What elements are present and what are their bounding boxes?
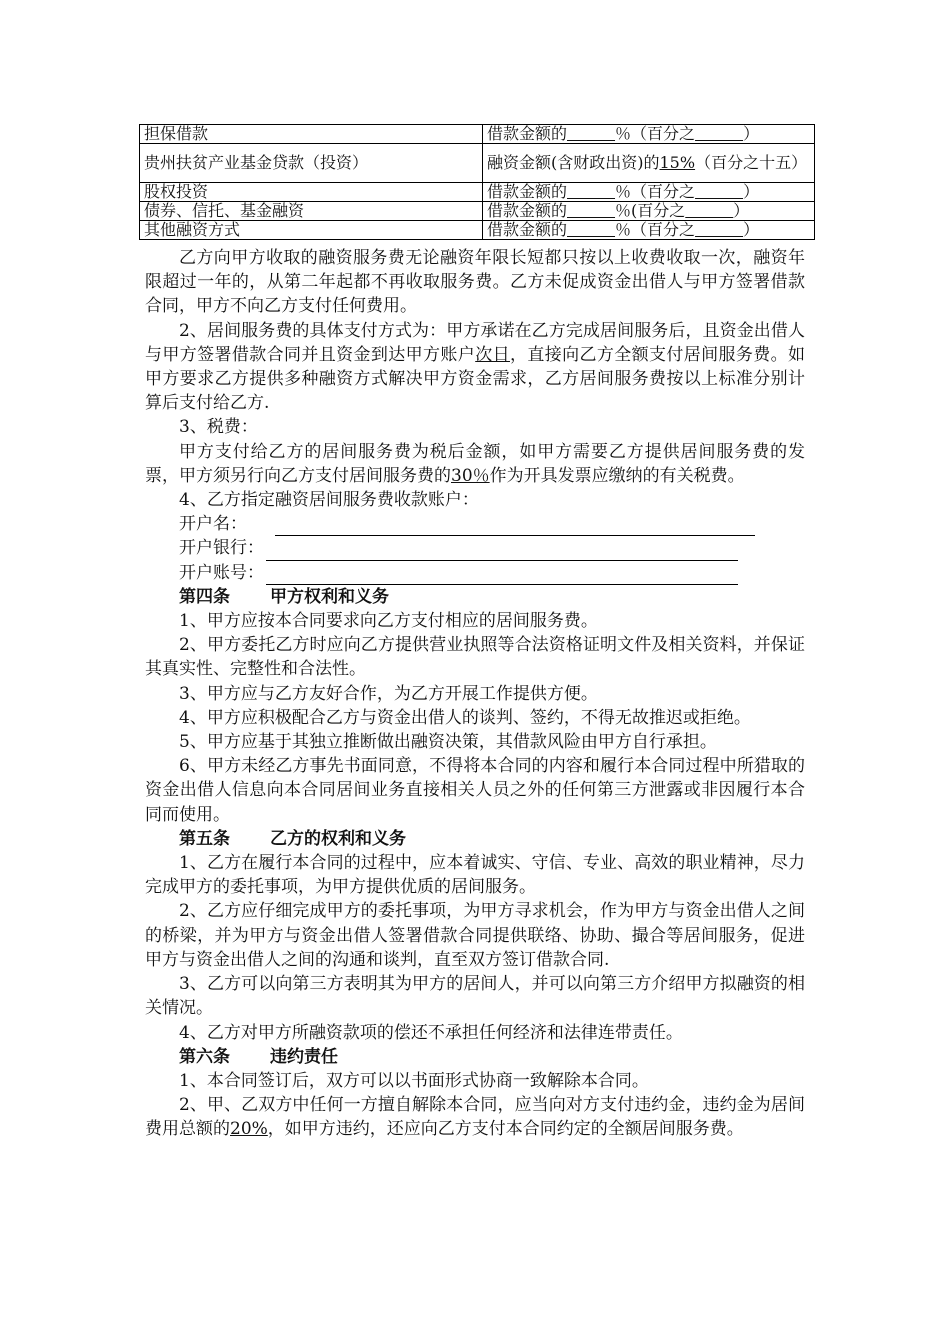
rate-mid: ％(百分之 xyxy=(615,201,686,220)
rate-mid: ％（百分之 xyxy=(615,182,696,201)
rate-mid: ％（百分之 xyxy=(615,220,696,239)
fee-rate-cell xyxy=(483,144,815,183)
rate-end: ） xyxy=(733,201,750,220)
article-title: 乙方的权利和义务 xyxy=(270,828,406,849)
rate-blank xyxy=(567,201,615,220)
payment-text: 2、居间服务费的具体支付方式为：甲方承诺在乙方完成居间服务后，且资金出借人与甲方签署借款合同并且资金到达甲方账户 xyxy=(145,320,805,365)
rate-prefix: 借款金额的 xyxy=(487,182,568,201)
rate-prefix: 借款金额的 xyxy=(487,220,568,239)
rate-blank xyxy=(567,182,615,201)
article-5-clause: 3、乙方可以向第三方表明其为甲方的居间人，并可以向第三方介绍甲方拟融资的相关情况。 xyxy=(145,974,805,1019)
table-row xyxy=(140,125,815,144)
rate-blank xyxy=(695,220,743,239)
account-bank-line xyxy=(145,536,805,560)
payment-method-paragraph xyxy=(145,319,805,416)
article-title: 违约责任 xyxy=(270,1046,338,1067)
financing-type-cell: 贵州扶贫产业基金贷款（投资） xyxy=(140,144,483,183)
account-name-label: 开户名： xyxy=(179,514,247,535)
table-row xyxy=(140,202,815,221)
payment-text: ，直接向乙方全额支付居间服务费。如甲方要求乙方提供多种融资方式解决甲方资金需求，乙方居间服务费按以上标准分别计算后支付给乙方. xyxy=(145,344,806,414)
rate-blank xyxy=(567,220,615,239)
fee-rate-cell xyxy=(483,221,815,240)
rate-prefix: 融资金额(含财政出资)的 xyxy=(487,153,660,172)
article-4-clause: 3、甲方应与乙方友好合作，为乙方开展工作提供方便。 xyxy=(179,683,598,704)
penalty-text: ，如甲方违约，还应向乙方支付本合同约定的全额居间服务费。 xyxy=(267,1119,744,1140)
table-row xyxy=(140,144,815,183)
financing-type-cell: 股权投资 xyxy=(140,183,483,202)
account-bank-label: 开户银行： xyxy=(179,538,264,559)
fee-rate-cell xyxy=(483,125,815,144)
payment-underlined: 次日 xyxy=(475,344,510,365)
financing-type-cell: 债券、信托、基金融资 xyxy=(140,202,483,221)
rate-prefix: 借款金额的 xyxy=(487,124,568,143)
rate-blank xyxy=(695,124,743,143)
article-5-clause: 2、乙方应仔细完成甲方的委托事项，为甲方寻求机会，作为甲方与资金出借人之间的桥梁，并为甲方与资金出借人签署借款合同提供联络、协助、撮合等居间服务，促进甲方与资金出借人之间的沟通和谈判，直至双方签订借款合同. xyxy=(145,901,805,970)
fee-rate-cell xyxy=(483,202,815,221)
rate-blank xyxy=(695,182,743,201)
tax-underlined: 30％ xyxy=(451,465,490,486)
article-6-clause: 1、本合同签订后，双方可以以书面形式协商一致解除本合同。 xyxy=(179,1070,649,1091)
account-number-label: 开户账号： xyxy=(179,562,264,583)
rate-mid: ％（百分之 xyxy=(615,124,696,143)
article-5-clause: 4、乙方对甲方所融资款项的偿还不承担任何经济和法律连带责任。 xyxy=(179,1022,683,1043)
fee-once-paragraph: 乙方向甲方收取的融资服务费无论融资年限长短都只按以上收费收取一次，融资年限超过一年的，从第二年起都不再收取服务费。乙方未促成资金出借人与甲方签署借款合同，甲方不向乙方支付任何费用。 xyxy=(145,248,805,317)
tax-heading: 3、税费： xyxy=(179,417,258,438)
rate-prefix: 借款金额的 xyxy=(487,201,568,220)
article-number: 第四条 xyxy=(179,586,230,607)
account-bank-blank xyxy=(266,541,738,561)
article-4-heading xyxy=(145,585,805,609)
account-name-line xyxy=(145,512,805,536)
article-5-heading xyxy=(145,827,805,851)
article-6-heading xyxy=(145,1045,805,1069)
article-number: 第五条 xyxy=(179,828,230,849)
fee-table xyxy=(139,124,815,240)
contract-body xyxy=(145,246,805,1142)
article-4-clause: 1、甲方应按本合同要求向乙方支付相应的居间服务费。 xyxy=(179,611,598,632)
rate-end: ） xyxy=(743,220,760,239)
rate-blank: 15% xyxy=(659,153,696,172)
article-5-clause: 1、乙方在履行本合同的过程中，应本着诚实、守信、专业、高效的职业精神，尽力完成甲方的委托事项，为甲方提供优质的居间服务。 xyxy=(145,853,805,898)
account-heading: 4、乙方指定融资居间服务费收款账户： xyxy=(179,490,479,511)
article-4-clause: 4、甲方应积极配合乙方与资金出借人的谈判、签约，不得无故推迟或拒绝。 xyxy=(179,707,751,728)
article-number: 第六条 xyxy=(179,1046,230,1067)
tax-paragraph xyxy=(145,440,805,488)
table-row xyxy=(140,221,815,240)
rate-blank xyxy=(685,201,733,220)
article-4-clause: 2、甲方委托乙方时应向乙方提供营业执照等合法资格证明文件及相关资料，并保证其真实性、完整性和合法性。 xyxy=(145,635,805,680)
rate-end: ） xyxy=(743,182,760,201)
financing-type-cell: 担保借款 xyxy=(140,125,483,144)
fee-rate-cell xyxy=(483,183,815,202)
tax-text: 甲方支付给乙方的居间服务费为税后金额，如甲方需要乙方提供居间服务费的发票，甲方须另行向乙方支付居间服务费的 xyxy=(145,441,805,486)
rate-blank xyxy=(567,124,615,143)
tax-text: 作为开具发票应缴纳的有关税费。 xyxy=(489,465,745,486)
account-number-blank xyxy=(266,565,738,585)
account-number-line xyxy=(145,561,805,585)
article-6-clause xyxy=(145,1093,805,1141)
rate-mid: （百分之十五） xyxy=(695,153,808,172)
article-4-clause: 5、甲方应基于其独立推断做出融资决策，其借款风险由甲方自行承担。 xyxy=(179,732,717,753)
article-4-clause: 6、甲方未经乙方事先书面同意，不得将本合同的内容和履行本合同过程中所猎取的资金出借人信息向本合同居间业务直接相关人员之外的任何第三方泄露或非因履行本合同而使用。 xyxy=(145,756,805,825)
account-name-blank xyxy=(275,516,755,536)
penalty-underlined: 20% xyxy=(230,1119,268,1140)
table-row xyxy=(140,183,815,202)
rate-end: ） xyxy=(743,124,760,143)
penalty-text: 2、甲、乙双方中任何一方擅自解除本合同，应当向对方支付违约金，违约金为居间费用总额的 xyxy=(145,1095,805,1140)
article-title: 甲方权利和义务 xyxy=(270,586,389,607)
financing-type-cell: 其他融资方式 xyxy=(140,221,483,240)
